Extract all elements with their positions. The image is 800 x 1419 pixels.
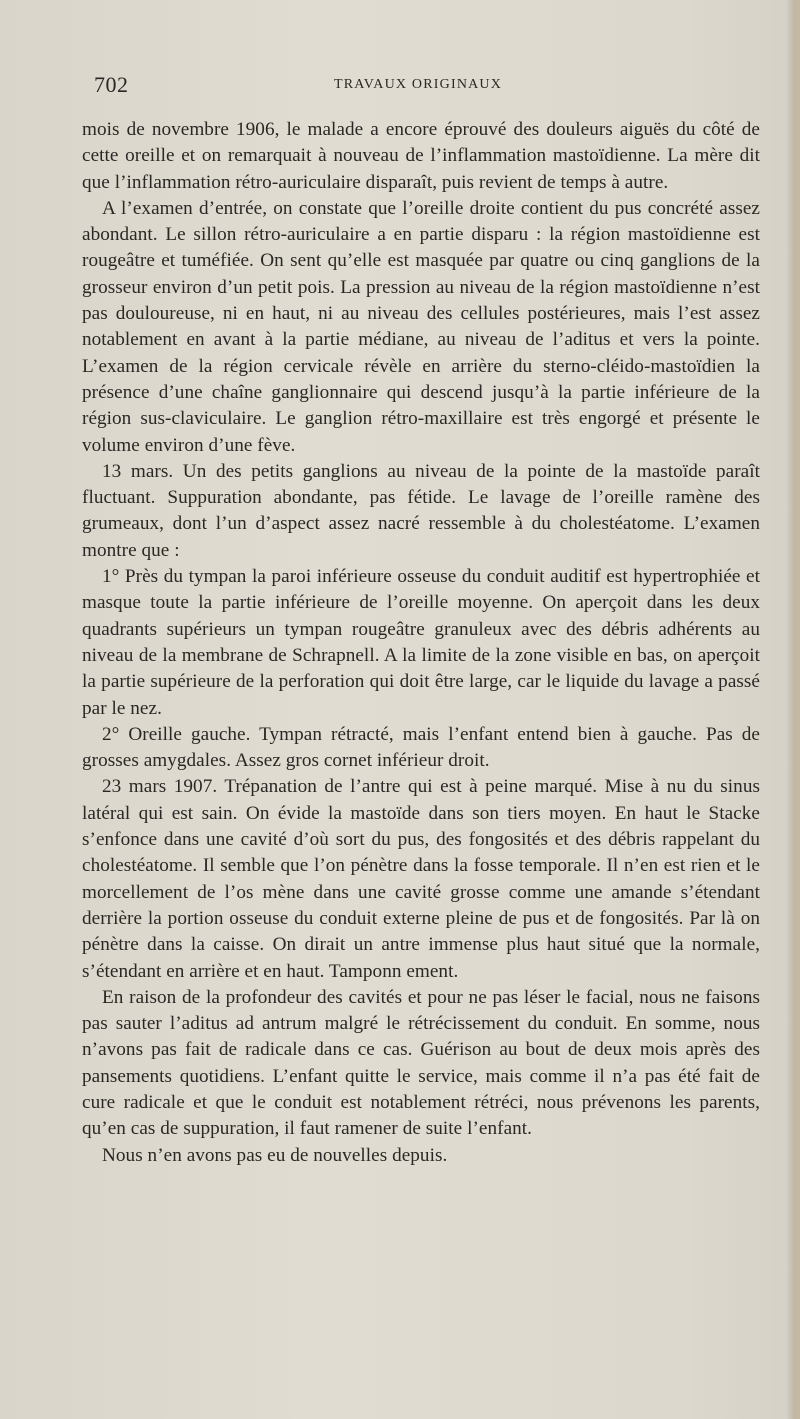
page-header bbox=[82, 72, 762, 102]
paragraph-point-2: 2° Oreille gauche. Tympan rétracté, mais l’enfant entend bien à gauche. Pas de grosses amygdales. Assez gros cornet inférieur droit. bbox=[82, 723, 760, 772]
paragraph-examen-entree: A l’examen d’entrée, on constate que l’oreille droite contient du pus concrété assez abondant. Le sillon rétro-auriculaire a en partie disparu : la région mastoïdienne est rougeâtre et tuméfiée. On sent qu’elle est masquée par quatre ou cinq ganglions de la grosseur environ d’un petit pois. La pression au niveau de la région mastoïdienne n’est pas douloureuse, ni en haut, ni au niveau des cellules postérieures, mais l’est assez notablement en avant à la partie médiane, au niveau de l’aditus et vers la pointe. L’examen de la région cervicale révèle en arrière du sterno-cléido-mastoïdien la présence d’une chaîne ganglionnaire qui descend jusqu’à la partie inférieure de la région sus-claviculaire. Le ganglion rétro-maxillaire est très engorgé et présente le volume environ d’une fève. bbox=[82, 197, 760, 456]
running-title: TRAVAUX ORIGINAUX bbox=[334, 77, 503, 92]
page-spine-shadow bbox=[786, 0, 800, 1419]
paragraph-23-mars: 23 mars 1907. Trépanation de l’antre qui est à peine marqué. Mise à nu du sinus latéral qui est sain. On évide la mastoïde dans son tiers moyen. En haut le Stacke s’enfonce dans une cavité d’où sort du pus, des fongosités et des débris rappelant du cholestéatome. Il semble que l’on pénètre dans la fosse temporale. Il n’en est rien et le morcellement de l’os mène dans une cavité grosse comme une amande s’étendant derrière la portion osseuse du conduit externe pleine de pus et de fongosités. Par là on pénètre dans la caisse. On dirait un antre immense plus haut situé que la normale, s’étendant en arrière et en haut. Tamponn ement. bbox=[82, 776, 760, 982]
page-number: 702 bbox=[94, 72, 129, 97]
paragraph-continuation: mois de novembre 1906, le malade a encore éprouvé des douleurs aiguës du côté de cette oreille et on remarquait à nouveau de l’inflammation mastoïdienne. La mère dit que l’inflammation rétro-auriculaire disparaît, puis revient de temps à autre. bbox=[82, 119, 760, 193]
paragraph-point-1: 1° Près du tympan la paroi inférieure osseuse du conduit auditif est hypertrophiée et masque toute la partie inférieure de l’oreille moyenne. On aperçoit dans les deux quadrants supérieurs un tympan rougeâtre granuleux avec des débris adhérents au niveau de la membrane de Schrapnell. A la limite de la zone visible en bas, on aperçoit la partie supérieure de la perforation qui doit être large, car le liquide du lavage a passé par le nez. bbox=[82, 566, 760, 719]
paragraph-13-mars: 13 mars. Un des petits ganglions au niveau de la pointe de la mastoïde paraît fluctuant. Suppuration abondante, pas fétide. Le lavage de l’oreille ramène des grumeaux, dont l’un d’aspect assez nacré ressemble à du cholestéatome. L’examen montre que : bbox=[82, 460, 760, 561]
paragraph-conclusion: Nous n’en avons pas eu de nouvelles depuis. bbox=[102, 1144, 448, 1166]
paragraph-raison: En raison de la profondeur des cavités et pour ne pas léser le facial, nous ne faisons pas sauter l’aditus ad antrum malgré le rétrécissement du conduit. En somme, nous n’avons pas fait de radicale dans ce cas. Guérison au bout de deux mois après des pansements quotidiens. L’enfant quitte le service, mais comme il n’a pas été fait de cure radicale et que le conduit est notablement rétréci, nous prévenons les parents, qu’en cas de suppuration, il faut ramener de suite l’enfant. bbox=[82, 986, 760, 1140]
article-body bbox=[82, 117, 760, 1169]
